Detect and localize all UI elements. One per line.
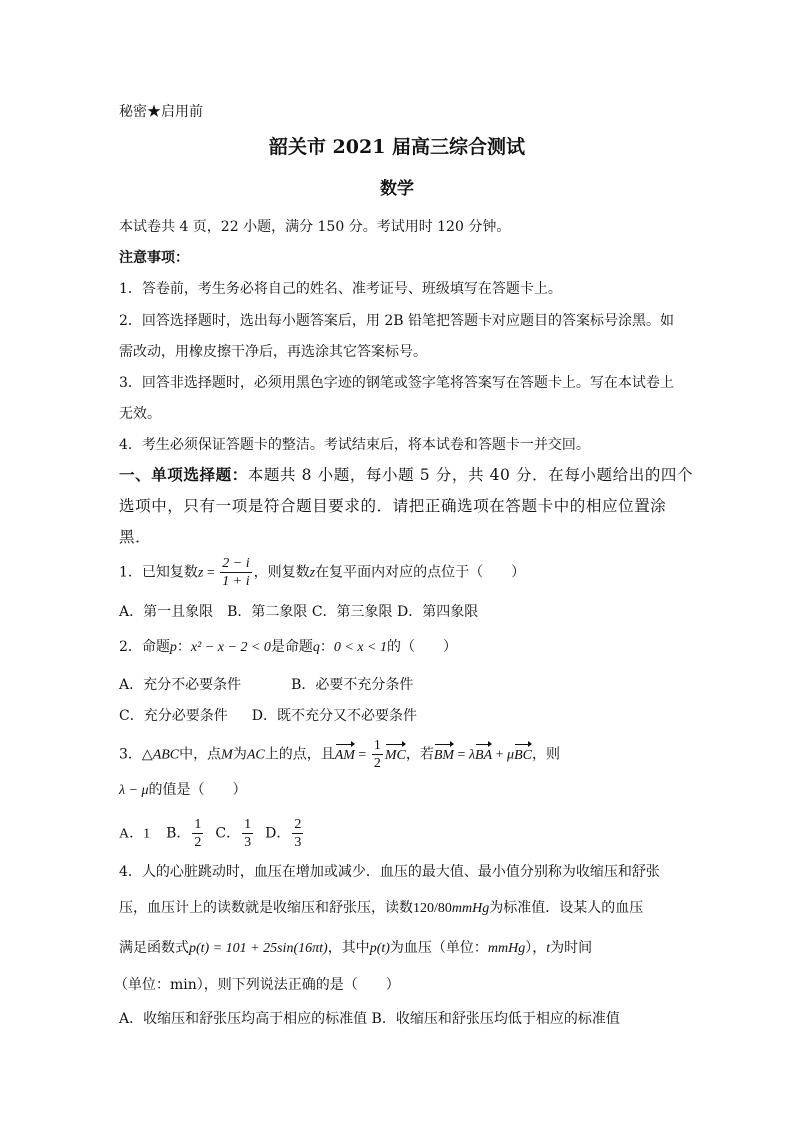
q4-line-3-text-d: ），	[525, 940, 547, 956]
question-1	[119, 555, 525, 590]
notes-heading: 注意事项：	[119, 250, 189, 266]
q3-vector-bc: BC	[514, 742, 532, 765]
q3-option-d: D．	[265, 825, 291, 842]
note-3-line-1: 3．回答非选择题时，必须用黑色字迹的钢笔或签字笔将答案写在答题卡上。写在本试卷上	[119, 375, 674, 391]
q4-line-2	[119, 899, 643, 918]
q3-half-num: 1	[373, 738, 381, 753]
q3-vector-am: AM	[335, 742, 355, 765]
q4-line-5: A．收缩压和舒张压均高于相应的标准值 B．收缩压和舒张压均低于相应的标准值	[119, 1011, 620, 1027]
q3-half-fraction	[372, 737, 383, 772]
q3-option-d-den: 3	[294, 835, 302, 850]
q2-colon-1: ：	[176, 639, 191, 655]
note-1: 1．答卷前，考生务必将自己的姓名、准考证号、班级填写在答题卡上。	[119, 281, 562, 297]
q3-text-3: 上的点，且	[264, 746, 335, 763]
q3-option-d-num: 2	[294, 817, 302, 832]
q3-line-2	[119, 781, 247, 800]
q4-line-1: 4．人的心脏跳动时，血压在增加或减少．血压的最大值、最小值分别称为收缩压和舒张	[119, 864, 660, 880]
q1-eq: =	[203, 565, 219, 581]
q3-eq: =	[354, 747, 370, 763]
q2-option-b: B．必要不充分条件	[291, 677, 414, 693]
q3-option-a: A．1	[119, 826, 151, 842]
q1-mid: ，则复数	[253, 564, 310, 581]
q3-vector-ba: BA	[475, 742, 492, 765]
q3-plus: +	[492, 747, 508, 763]
q2-options-row-1	[119, 676, 413, 694]
q2-option-d: D．既不充分又不必要条件	[251, 708, 417, 724]
q3-expression: λ − μ	[119, 783, 149, 798]
section-1-line-1	[119, 466, 693, 484]
section-1-line-2: 选项中，只有一项是符合题目要求的．请把正确选项在答题卡中的相应位置涂	[119, 497, 667, 515]
q3-lambda: λ	[468, 747, 476, 763]
q3-option-c-den: 3	[244, 835, 252, 850]
q3-option-c-fraction	[242, 816, 253, 851]
q2-option-c: C．充分必要条件	[119, 708, 228, 724]
q1-suffix: 在复平面内对应的点位于（ ）	[315, 564, 526, 581]
q2-colon-2: ：	[319, 639, 334, 655]
q3-option-d-fraction	[292, 816, 303, 851]
q3-half-den: 2	[373, 756, 381, 771]
secret-label: 秘密★启用前	[119, 104, 203, 120]
section-1-heading: 一、单项选择题：	[119, 465, 248, 484]
exam-title: 韶关市 2021 届高三综合测试	[268, 136, 526, 158]
q2-option-a: A．充分不必要条件	[119, 677, 242, 693]
q2-suffix: 的（ ）	[387, 639, 457, 655]
q3-text-1: 中，点	[179, 746, 222, 763]
q4-t: t	[546, 941, 551, 956]
q3-text-5: ，则	[531, 746, 560, 763]
q3-option-b-fraction	[192, 816, 203, 851]
q3-prefix: 3．△	[119, 746, 153, 763]
q2-condition-2: 0 < x < 1	[333, 640, 387, 655]
q3-point-m: M	[221, 747, 233, 763]
q3-text-4: ，若	[405, 746, 434, 763]
q3-option-c: C．	[215, 825, 241, 842]
q1-var: z	[197, 565, 204, 581]
q3-vector-mc: MC	[385, 742, 406, 765]
q4-line-3	[119, 939, 592, 958]
q3-segment-ac: AC	[246, 747, 265, 763]
note-3-line-2: 无效。	[119, 406, 161, 422]
note-2-line-1: 2．回答选择题时，选出每小题答案后，用 2B 铅笔把答题卡对应题目的答案标号涂黑。如	[119, 313, 675, 329]
q3-options	[119, 816, 305, 851]
q3-option-b: B．	[166, 825, 191, 842]
q4-line-2-text-a: 压，血压计上的读数就是收缩压和舒张压，读数	[119, 900, 413, 916]
q3-eq-2: =	[454, 747, 469, 763]
question-2	[119, 638, 457, 657]
q4-line-4: （单位：min），则下列说法正确的是（ ）	[114, 977, 400, 993]
section-1-line-3: 黑．	[119, 528, 152, 546]
q4-unit-2: mmHg	[487, 941, 526, 956]
q4-unit: mmHg	[451, 901, 490, 916]
q1-fraction	[220, 555, 251, 590]
intro-text: 本试卷共 4 页，22 小题，满分 150 分。考试用时 120 分钟。	[119, 219, 511, 235]
note-4: 4．考生必须保证答题卡的整洁。考试结束后，将本试卷和答题卡一并交回。	[119, 437, 590, 453]
q2-prefix: 2．命题	[119, 639, 170, 655]
q2-mid: 是命题	[270, 639, 313, 655]
q3-option-b-den: 2	[194, 835, 202, 850]
q1-var-2: z	[309, 565, 316, 581]
q2-q: q	[312, 640, 320, 655]
q3-line-2-suffix: 的值是（ ）	[148, 782, 247, 798]
q3-option-c-num: 1	[244, 817, 252, 832]
q3-vector-bm: BM	[434, 742, 454, 765]
q3-triangle: ABC	[152, 747, 180, 763]
q1-denominator: 1 + i	[222, 574, 250, 589]
q4-pt: p(t)	[369, 941, 390, 956]
q1-prefix: 1．已知复数	[119, 564, 198, 581]
q1-numerator: 2 − i	[222, 556, 250, 571]
q3-mu: μ	[507, 747, 515, 763]
q2-options-row-2	[119, 707, 417, 725]
q3-option-b-num: 1	[194, 817, 202, 832]
question-3	[119, 737, 560, 772]
q4-function: p(t) = 101 + 25sin(16πt)	[189, 941, 328, 956]
q4-line-3-text-a: 满足函数式	[119, 940, 189, 956]
q2-condition-1: x² − x − 2 < 0	[190, 640, 271, 655]
q4-line-3-text-e: 为时间	[550, 940, 593, 956]
q4-standard-value: 120/80	[413, 901, 452, 916]
q4-line-2-text-b: 为标准值．设某人的血压	[489, 900, 644, 916]
subject-title: 数学	[380, 179, 414, 199]
q4-line-3-text-b: ，其中	[327, 940, 370, 956]
q4-line-3-text-c: 为血压（单位：	[389, 940, 488, 956]
section-1-text: 本题共 8 小题，每小题 5 分，共 40 分．在每小题给出的四个	[247, 466, 694, 484]
note-2-line-2: 需改动，用橡皮擦干净后，再选涂其它答案标号。	[119, 344, 427, 360]
q1-options: A．第一且象限 B．第二象限 C．第三象限 D．第四象限	[119, 604, 479, 620]
q3-text-2: 为	[232, 746, 247, 763]
q2-p: p	[169, 640, 177, 655]
